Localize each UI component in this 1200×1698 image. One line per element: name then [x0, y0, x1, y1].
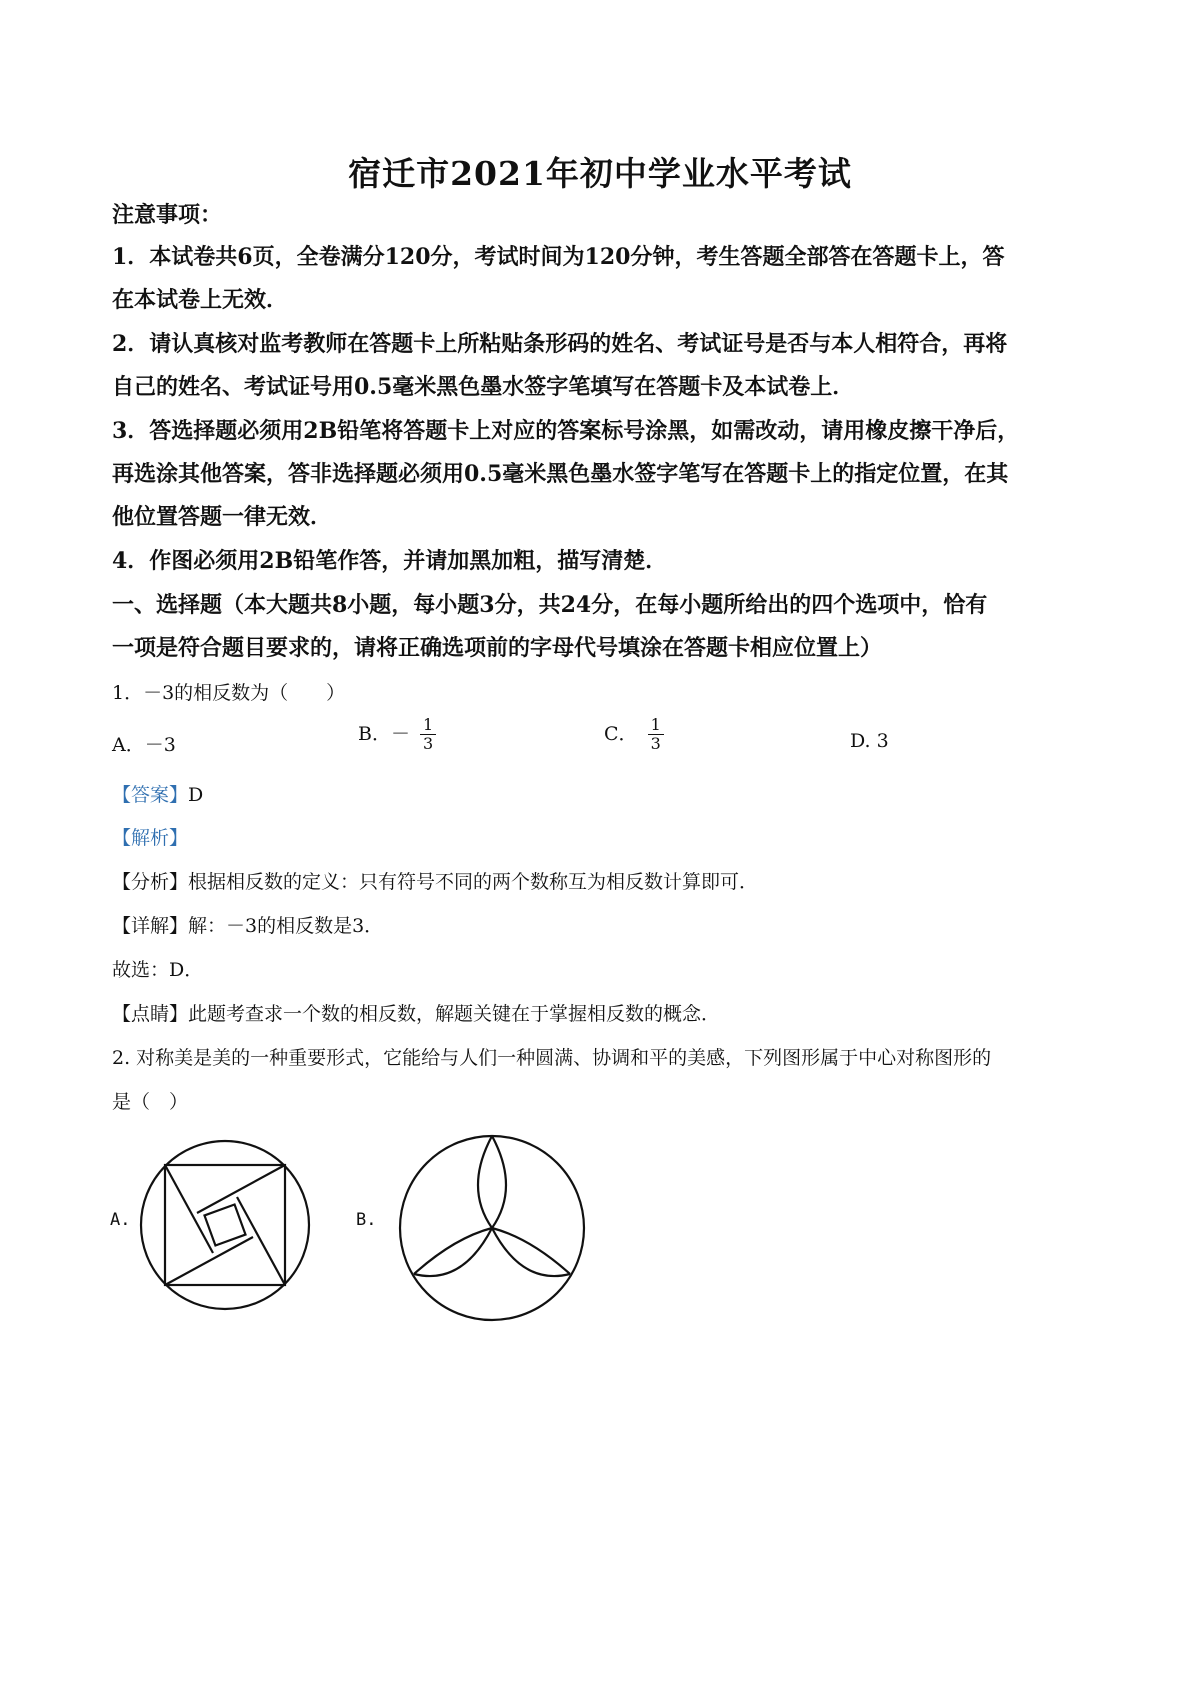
notice-item-3-line-1: 3．答选择题必须用2B铅笔将答题卡上对应的答案标号涂黑，如需改动，请用橡皮擦干净后，: [112, 418, 1020, 444]
notice-item-1-line-1: 1．本试卷共6页，全卷满分120分，考试时间为120分钟，考生答题全部答在答题卡上，答: [112, 244, 1005, 270]
q1-answer: [112, 780, 1102, 807]
q1-option-b: [358, 716, 436, 754]
notice-item-1-line-2: 在本试卷上无效．: [112, 287, 289, 313]
notice-item-3-line-2: 再选涂其他答案，答非选择题必须用0.5毫米黑色墨水签字笔写在答题卡上的指定位置，在其: [112, 461, 1009, 487]
notice-item-2-line-2: 自己的姓名、考试证号用0.5毫米黑色墨水签字笔填写在答题卡及本试卷上．: [112, 374, 855, 400]
q2-figure-b-label: B.: [356, 1210, 377, 1230]
section1-line-2: 一项是符合题目要求的，请将正确选项前的字母代号填涂在答题卡相应位置上）: [112, 635, 883, 661]
q1-option-c-prefix: C．: [604, 722, 638, 745]
q1-option-a: A．－3: [112, 734, 176, 756]
fig-b-top-petal: [478, 1136, 506, 1228]
notice-item-3-line-3: 他位置答题一律无效．: [112, 504, 333, 530]
q1-option-d: D. 3: [850, 730, 889, 752]
q1-fenxi: 【分析】根据相反数的定义：只有符号不同的两个数称互为相反数计算即可．: [112, 871, 759, 893]
fig-a-inner-square: [204, 1204, 245, 1245]
q2-stem-line-2: 是（ ）: [112, 1091, 189, 1113]
notice-item-2-line-1: 2．请认真核对监考教师在答题卡上所粘贴条形码的姓名、考试证号是否与本人相符合，再将: [112, 331, 1008, 357]
q1-option-b-denominator: 3: [423, 734, 434, 754]
q1-guxuan: 故选：D．: [112, 959, 204, 981]
q2-figure-a: [135, 1135, 315, 1315]
notice-item-4: 4．作图必须用2B铅笔作答，并请加黑加粗，描写清楚．: [112, 548, 668, 574]
fig-b-left-arc-1: [414, 1228, 492, 1274]
q1-dianjing: 【点睛】此题考查求一个数的相反数，解题关键在于掌握相反数的概念．: [112, 1003, 721, 1025]
fig-b-right-arc-1: [492, 1228, 570, 1274]
q2-figure-b: [392, 1128, 592, 1328]
answer-value: D: [188, 784, 204, 806]
q2-figure-a-label: A.: [110, 1210, 131, 1230]
q1-option-c: [604, 716, 664, 754]
page-title: 宿迁市2021年初中学业水平考试: [348, 154, 852, 193]
analysis-tag: 【解析】: [112, 827, 189, 849]
section1-line-1: 一、选择题（本大题共8小题，每小题3分，共24分，在每小题所给出的四个选项中，恰有: [112, 592, 988, 618]
q1-option-c-denominator: 3: [650, 734, 661, 754]
q1-stem: 1．－3的相反数为（ ）: [112, 682, 346, 704]
fig-b-left-arc-2: [414, 1228, 492, 1276]
q1-xiangjie: 【详解】解：－3的相反数是3．: [112, 915, 384, 937]
q2-stem-line-1: 2. 对称美是美的一种重要形式，它能给与人们一种圆满、协调和平的美感，下列图形属于中心对称图形的: [112, 1047, 992, 1069]
q1-option-c-numerator: 1: [648, 716, 664, 735]
q1-option-b-numerator: 1: [420, 716, 436, 735]
fig-b-right-arc-2: [492, 1228, 570, 1276]
q1-option-c-fraction: [648, 716, 664, 754]
q1-option-b-fraction: [420, 716, 436, 754]
notice-heading: 注意事项：: [112, 202, 223, 228]
answer-tag: 【答案】: [112, 784, 189, 806]
fig-a-outer-square: [165, 1165, 285, 1285]
q1-option-b-prefix: B．－: [358, 722, 410, 745]
q1-analysis-tag: [112, 823, 1102, 850]
